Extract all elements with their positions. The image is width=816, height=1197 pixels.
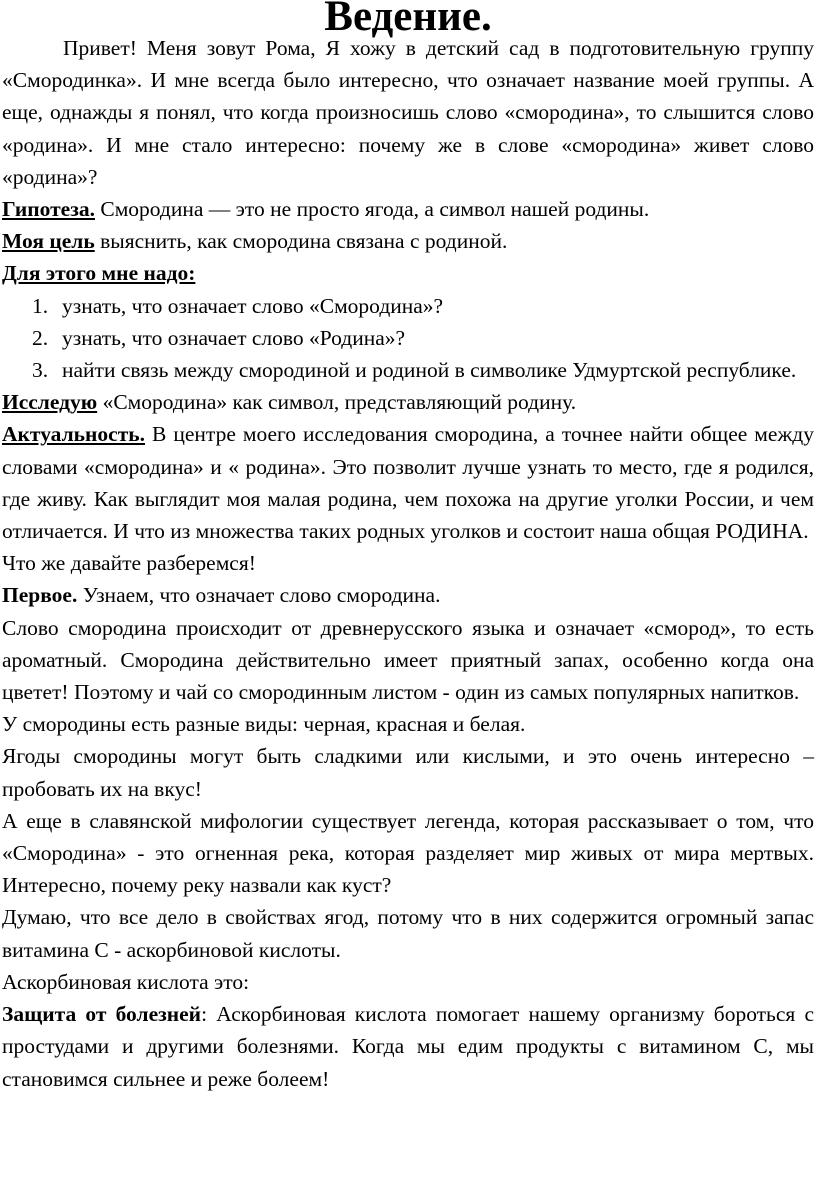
first-paragraph: [2, 579, 814, 611]
list-item-text: узнать, что означает слово «Смородина»?: [62, 293, 444, 318]
goal-text: выяснить, как смородина связана с родиной.: [94, 229, 508, 254]
list-item: [32, 354, 814, 386]
tasks-list: [2, 290, 814, 387]
list-item: [32, 322, 814, 354]
document-title: Ведение.: [324, 0, 492, 40]
list-item-text: узнать, что означает слово «Родина»?: [62, 325, 406, 350]
research-paragraph: [2, 386, 814, 418]
research-text: «Смородина» как символ, представляющий родину.: [97, 390, 577, 415]
protection-paragraph: [2, 998, 814, 1095]
list-item: [32, 290, 814, 322]
list-item-number: 1.: [32, 293, 49, 318]
research-label: Исследую: [2, 390, 98, 415]
first-label: Первое.: [2, 583, 78, 608]
hypothesis-text: Смородина — это не просто ягода, а символ нашей родины.: [94, 197, 650, 222]
list-item-number: 3.: [32, 358, 49, 383]
relevance-label: Актуальность.: [2, 422, 146, 447]
relevance-paragraph: [2, 418, 814, 547]
protection-text: : Аскорбиновая кислота помогает нашему организму бороться с простудами и другими болезнями. Когда мы едим продукты с витамином С, мы становимся сильнее и реже болеем!: [2, 1002, 814, 1091]
kinds-paragraph: У смородины есть разные виды: черная, красная и белая.: [2, 712, 526, 737]
tasks-heading-paragraph: [2, 257, 814, 289]
tasks-heading: Для этого мне надо:: [2, 261, 196, 286]
intro-paragraph: Привет! Меня зовут Рома, Я хожу в детский сад в подготовительную группу «Смородинка». И мне всегда было интересно, что означает название моей группы. А еще, однажды я понял, что когда произносишь слово «смородина», то слышится слово «родина». И мне стало интересно: почему же в слове «смородина» живет слово «родина»?: [2, 36, 814, 189]
goal-label: Моя цель: [2, 229, 95, 254]
list-item-text: найти связь между смородиной и родиной в символике Удмуртской республике.: [62, 358, 797, 383]
vitamin-paragraph: Думаю, что все дело в свойствах ягод, потому что в них содержится огромный запас витамина С - аскорбиновой кислоты.: [2, 905, 814, 962]
first-text: Узнаем, что означает слово смородина.: [77, 583, 441, 608]
relevance-text: В центре моего исследования смородина, а точнее найти общее между словами «смородина» и « родина». Это позволит лучше узнать то место, где я родился, где живу. Как выглядит моя малая родина, чем похожа на другие уголки России, и чем отличается. И что из множества таких родных уголков и состоит наша общая РОДИНА.: [2, 422, 814, 544]
ascorbic-paragraph: Аскорбиновая кислота это:: [2, 969, 250, 994]
list-item-number: 2.: [32, 325, 49, 350]
goal-paragraph: [2, 225, 814, 257]
hypothesis-paragraph: [2, 193, 814, 225]
protection-label: Защита от болезней: [2, 1002, 202, 1027]
legend-paragraph: А еще в славянской мифологии существует легенда, которая рассказывает о том, что «Смородина» - это огненная река, которая разделяет мир живых от мира мертвых. Интересно, почему реку назвали как куст?: [2, 808, 814, 898]
origin-paragraph: Слово смородина происходит от древнерусского языка и означает «смород», то есть ароматный. Смородина действительно имеет приятный запах, особенно когда она цветет! Поэтому и чай со смородинным листом - один из самых популярных напитков.: [2, 615, 814, 705]
hypothesis-label: Гипотеза.: [2, 197, 95, 222]
lets-see-paragraph: Что же давайте разберемся!: [2, 551, 256, 576]
berries-paragraph: Ягоды смородины могут быть сладкими или кислыми, и это очень интересно – пробовать их на вкус!: [2, 744, 814, 801]
